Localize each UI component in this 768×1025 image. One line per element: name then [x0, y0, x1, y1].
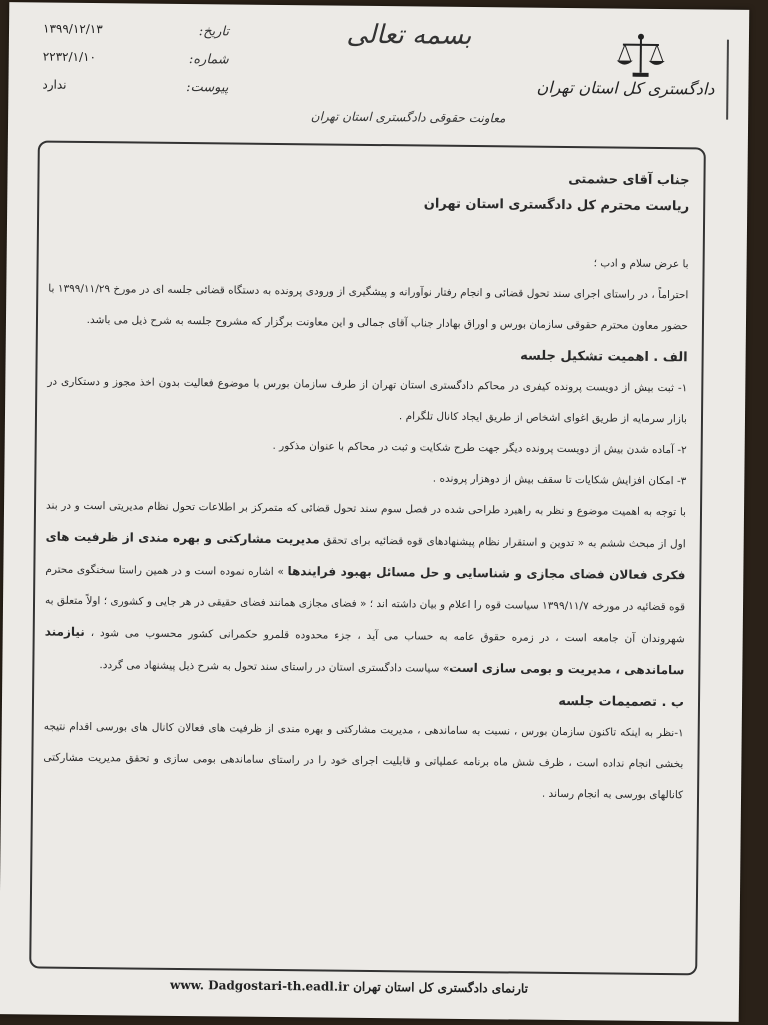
letter-body	[43, 163, 690, 812]
footer	[129, 977, 569, 996]
footer-website: www. Dadgostari-th.eadl.ir	[169, 977, 350, 994]
section-a-item-2: ۲- آماده شدن بیش از دویست پرونده دیگر جهت طرح شکایت و ثبت در محاکم با عنوان مذکور .	[272, 439, 687, 457]
organization-name: دادگستری کل استان تهران	[536, 77, 715, 99]
letterhead	[8, 2, 749, 140]
policy-text-tail: » سیاست دادگستری استان در راستای سند تحول به شرح ذیل پیشنهاد می گردد.	[99, 659, 450, 675]
letter-date: ۱۳۹۹/۱۲/۱۳	[42, 21, 103, 37]
date-label: تاریخ:	[198, 24, 230, 40]
section-b-heading: ب . تصمیمات جلسه	[558, 693, 685, 711]
footer-label: تارنمای دادگستری کل استان تهران	[353, 979, 529, 996]
addressee-name: جناب آقای حشمتی	[568, 172, 690, 189]
policy-text-middle: » اشاره نموده است و در همین راستا سخنگوی محترم قوه قضائیه در مورخه ۱۳۹۹/۱۱/۷ سیاست قوه را اعلام و بیان داشته اند ؛ « فضای مجازی همانند فضای حقیقی در هر جایی و کشوری ؛ اولاً متعلق به شهروندان آن جامعه است ، در زمره حقوق عامه به حساب می آید ، جزء محدوده قلمرو حکمرانی کشور محسوب می شود ،	[44, 563, 686, 646]
section-a-item-1: ۱- ثبت بیش از دویست پرونده کیفری در محاکم دادگستری استان تهران از طرف سازمان بورس با موضوع فعالیت بدون اخذ مجوز و دستکاری در بازار سرمایه از طریق اغوای اشخاص از طریق ایجاد کانال تلگرام .	[47, 375, 688, 426]
section-a-item-3: ۳- امکان افزایش شکایات تا سقف بیش از دوهزار پرونده .	[432, 472, 687, 488]
policy-paragraph	[44, 491, 686, 688]
letter-meta-labels	[148, 18, 229, 103]
intro-paragraph: احتراماً ، در راستای اجرای سند تحول قضائی و انجام رفتار نوآورانه و پیشگیری از ورودی پرونده به دستگاه قضائی جلسه ای در مورخ ۱۳۹۹/۱۱/۲۹ با حضور معاون محترم حقوقی سازمان بورس و اوراق بهادار جناب آقای جمالی و این معاونت برگزار که مشروح جلسه به شرح ذیل می باشد.	[48, 282, 689, 333]
section-a-heading: الف . اهمیت تشکیل جلسه	[520, 348, 688, 366]
letter-page	[0, 2, 749, 1022]
basmala-calligraphy: بسمه تعالی	[346, 19, 472, 51]
policy-highlight-1: مدیریت مشارکتی و بهره مندی از ظرفیت های فکری فعالان فضای مجازی و شناسایی و حل مسائل بهبود فرایندها	[45, 529, 686, 583]
section-b-item-1: ۱-نظر به اینکه تاکنون سازمان بورس ، نسبت به ساماندهی ، مدیریت مشارکتی و بهره مندی از ظرفیت های فعالان کانال های بورسی اقدام نتیجه بخشی انجام نداده است ، ظرف شش ماه برنامه عملیاتی و قابلیت اجرای خود را در راستای ساماندهی بومی سازی و تحقق مدیریت مشارکتی کانالهای بورسی به انجام رساند .	[43, 720, 684, 802]
policy-highlight-2: نیازمند ساماندهی ، مدیریت و بومی سازی است	[44, 624, 685, 678]
deputy-title: معاونت حقوقی دادگستری استان تهران	[310, 109, 506, 126]
policy-text-start: با توجه به اهمیت موضوع و نظر به راهبرد طراحی شده در فصل سوم سند تحول قضائی که متمرکز بر اطلاعات تحول نظام مدیریتی است و در بند اول از مبحث ششم به « تدوین و استقرار نظام پیشنهادهای قوه قضائیه برای تحقق	[45, 499, 687, 551]
number-label: شماره:	[188, 52, 229, 68]
attachment-label: پیوست:	[186, 80, 229, 96]
addressee-title: ریاست محترم کل دادگستری استان تهران	[423, 196, 690, 215]
letter-attachment: ندارد	[42, 77, 67, 92]
greeting: با عرض سلام و ادب ؛	[593, 257, 689, 271]
letter-number: ۲۲۳۲/۱/۱۰	[42, 49, 97, 65]
page-edge-mark	[726, 40, 735, 120]
